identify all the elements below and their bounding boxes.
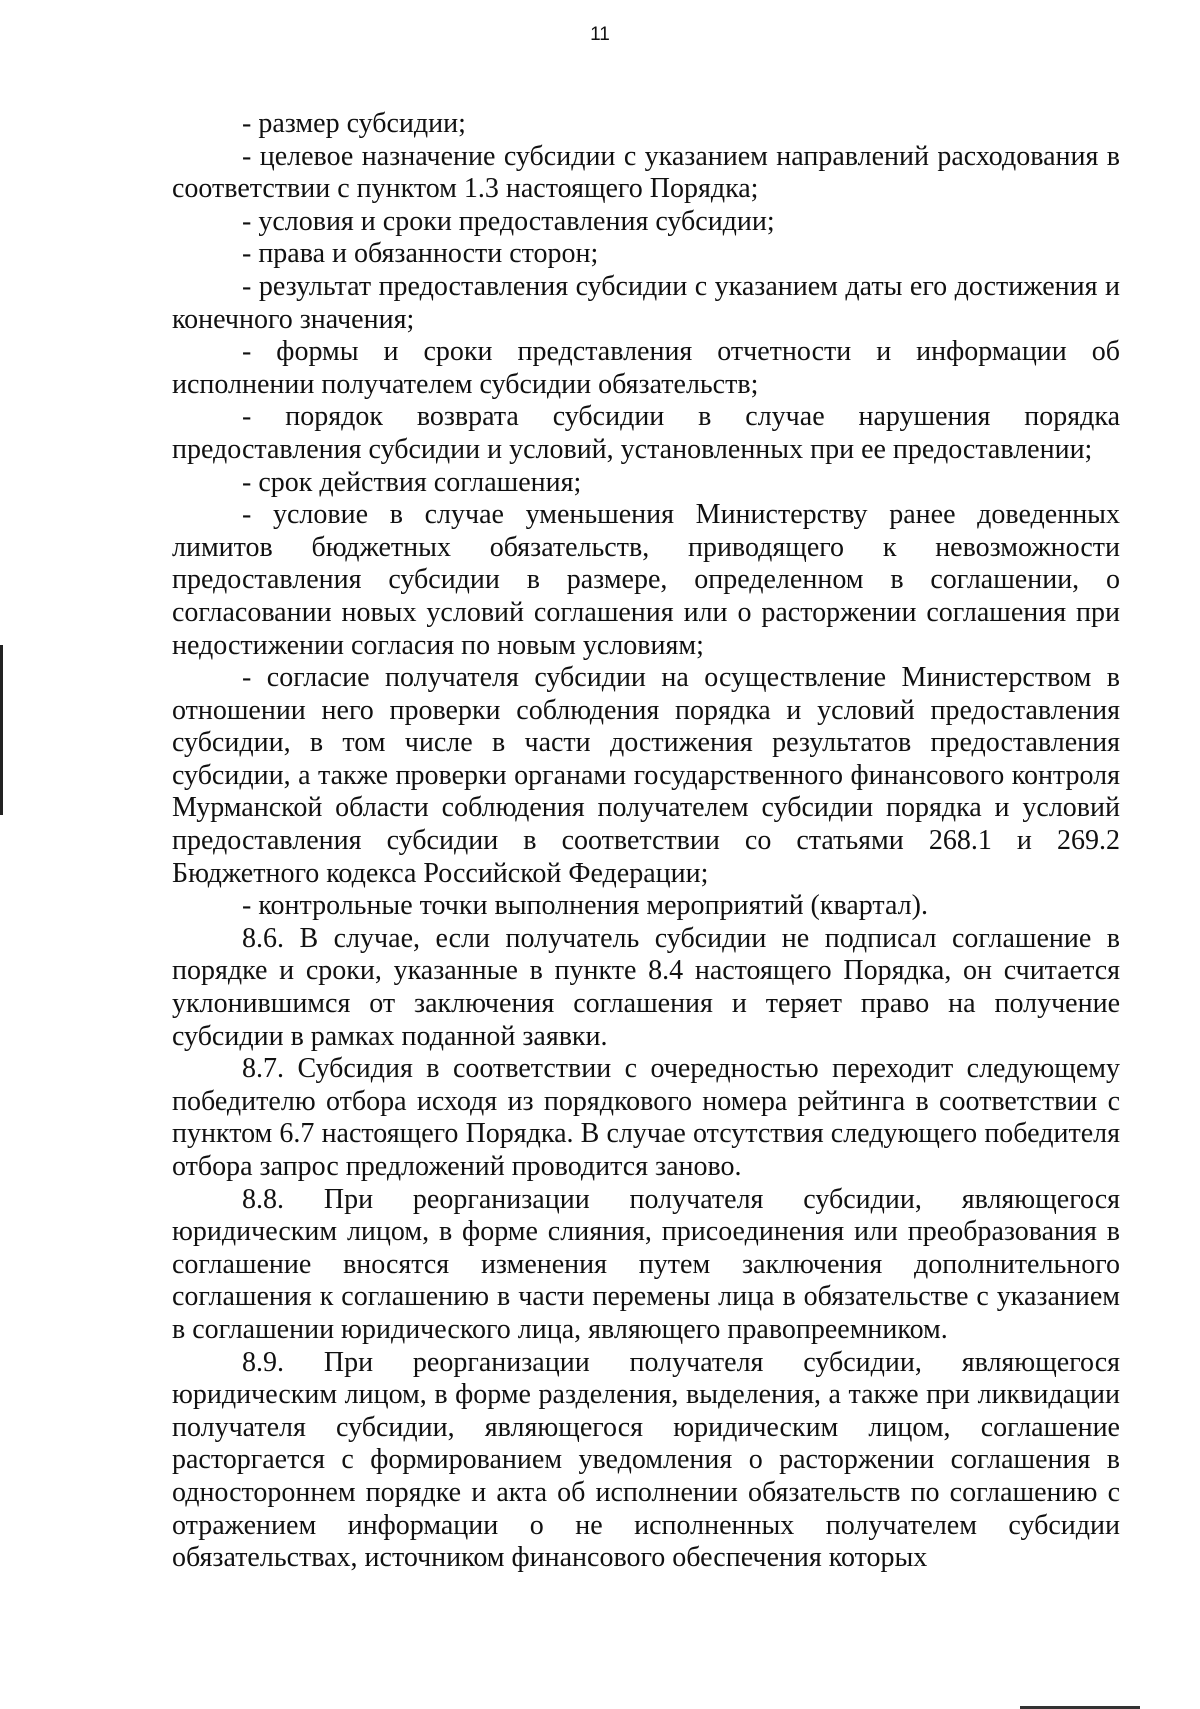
scan-edge-mark bbox=[0, 645, 3, 815]
list-item-inspection-consent: - согласие получателя субсидии на осуществление Министерством в отношении него проверки соблюдения порядка и условий предоставления субсидии, в том числе в части достижения результатов предоставления субсидии, а также проверки органами государственного финансового контроля Мурманской области соблюдения получателем субсидии порядка и условий предоставления субсидии в соответствии со статьями 268.1 и 269.2 Бюджетного кодекса Российской Федерации; bbox=[172, 662, 1120, 889]
list-item-reporting-forms: - формы и сроки представления отчетности и информации об исполнении получателем субсидии обязательств; bbox=[172, 336, 1120, 400]
page-number: 11 bbox=[590, 24, 610, 45]
list-item-conditions-terms: - условия и сроки предоставления субсидии; bbox=[242, 205, 775, 237]
clause-8-9: 8.9. При реорганизации получателя субсидии, являющегося юридическим лицом, в форме разделения, выделения, а также при ликвидации получателя субсидии, являющегося юридическим лицом, соглашение расторгается с формированием уведомления о расторжении соглашения в одностороннем порядке и акта об исполнении обязательств по соглашению с отражением информации о не исполненных получателем субсидии обязательствах, источником финансового обеспечения которых bbox=[172, 1346, 1120, 1574]
list-item-rights-obligations: - права и обязанности сторон; bbox=[242, 238, 599, 270]
clause-8-6: 8.6. В случае, если получатель субсидии не подписал соглашение в порядке и сроки, указанные в пункте 8.4 настоящего Порядка, он считается уклонившимся от заключения соглашения и теряет право на получение субсидии в рамках поданной заявки. bbox=[172, 922, 1120, 1052]
document-body bbox=[172, 108, 1120, 1575]
list-item-limits-reduction: - условие в случае уменьшения Министерству ранее доведенных лимитов бюджетных обязательств, приводящего к невозможности предоставления субсидии в размере, определенном в соглашении, о согласовании новых условий соглашения или о расторжении соглашения при недостижении согласия по новым условиям; bbox=[172, 499, 1120, 661]
list-item-refund-procedure: - порядок возврата субсидии в случае нарушения порядка предоставления субсидии и условий, установленных при ее предоставлении; bbox=[172, 401, 1120, 465]
clause-8-7: 8.7. Субсидия в соответствии с очередностью переходит следующему победителю отбора исходя из порядкового номера рейтинга в соответствии с пунктом 6.7 настоящего Порядка. В случае отсутствия следующего победителя отбора запрос предложений проводится заново. bbox=[172, 1053, 1120, 1182]
list-item-control-points: - контрольные точки выполнения мероприятий (квартал). bbox=[242, 890, 928, 922]
list-item-subsidy-size: - размер субсидии; bbox=[242, 108, 466, 139]
list-item-agreement-term: - срок действия соглашения; bbox=[242, 466, 582, 498]
list-item-target-purpose: - целевое назначение субсидии с указанием направлений расходования в соответствии с пунктом 1.3 настоящего Порядка; bbox=[172, 140, 1120, 205]
list-item-result: - результат предоставления субсидии с указанием даты его достижения и конечного значения; bbox=[172, 270, 1120, 335]
clause-8-8: 8.8. При реорганизации получателя субсидии, являющегося юридическим лицом, в форме слияния, присоединения или преобразования в соглашение вносятся изменения путем заключения дополнительного соглашения к соглашению в части перемены лица в обязательстве с указанием в соглашении юридического лица, являющего правопреемником. bbox=[172, 1183, 1120, 1345]
